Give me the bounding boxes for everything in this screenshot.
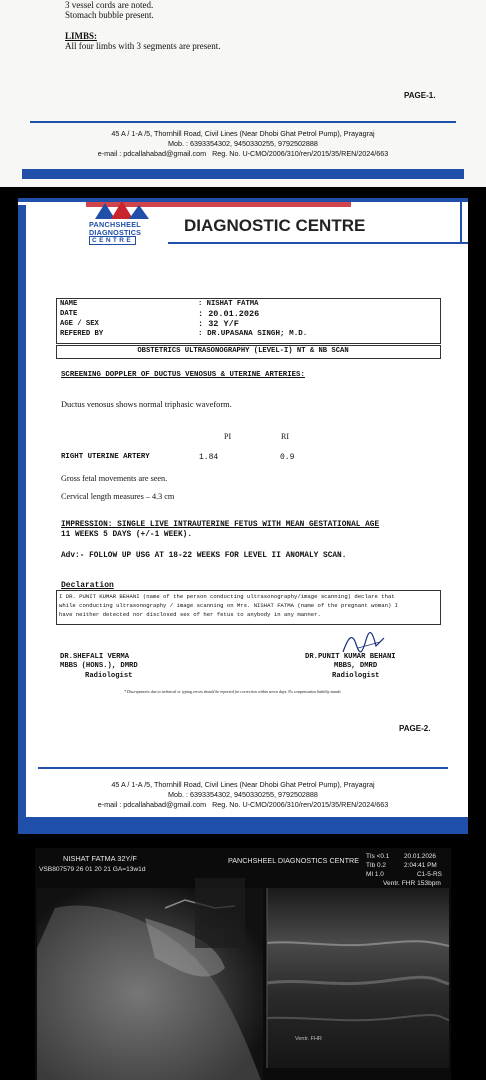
footer-mobile-2: Mob. : 6393354302, 9450330255, 9792502888 (168, 790, 318, 799)
doctor-2-name: DR.PUNIT KUMAR BEHANI (305, 653, 396, 661)
footer-address: 45 A / 1-A /5, Thornhill Road, Civil Lines (Near Dhobi Ghat Petrol Pump), Prayagraj (111, 129, 375, 138)
pi-value: 1.84 (199, 453, 219, 462)
logo-emblem (91, 201, 153, 221)
right-uterine-artery-label: RIGHT UTERINE ARTERY (61, 453, 150, 461)
footer-reg-2: Reg. No. U-CMO/2006/310/ren/2015/35/REN/2024/663 (212, 800, 389, 809)
logo-text-centre: CENTRE (89, 236, 136, 245)
doctor-2-degree: MBBS, DMRD (334, 662, 378, 670)
declaration-heading: Declaration (61, 581, 114, 590)
footer-reg: Reg. No. U-CMO/2006/310/ren/2015/35/REN/2024/663 (212, 149, 389, 158)
scan-fhr: Ventr. FHR 153bpm (383, 880, 441, 887)
vessel-cords-text: 3 vessel cords are noted. (65, 0, 154, 10)
advice-text: Adv:- FOLLOW UP USG AT 18-22 WEEKS FOR LEVEL II ANOMALY SCAN. (61, 552, 347, 560)
footer-email: e-mail : pdcallahabad@gmail.com (97, 149, 207, 158)
scan-tib: TIb 0.2 (366, 862, 386, 869)
footer-divider-2 (38, 767, 448, 769)
scan-probe: C1-5-RS (417, 871, 442, 878)
impression-text-1: IMPRESSION: SINGLE LIVE INTRAUTERINE FETUS WITH MEAN GESTATIONAL AGE (61, 521, 380, 529)
ductus-venosus-text: Ductus venosus shows normal triphasic waveform. (61, 400, 232, 409)
gross-movements-text: Gross fetal movements are seen. (61, 474, 168, 483)
ultrasound-image (35, 848, 451, 1080)
left-blue-edge (18, 205, 26, 834)
scan-patient-name: NISHAT FATMA 32Y/F (63, 854, 137, 863)
header-right-edge (460, 202, 462, 244)
footer-divider (30, 121, 456, 123)
footer-email-2: e-mail : pdcallahabad@gmail.com (97, 800, 207, 809)
scan-tis: TIs <0.1 (366, 853, 390, 860)
date-label: DATE (60, 310, 78, 318)
ri-header: RI (281, 432, 289, 441)
header-underline (168, 242, 468, 244)
age-sex-label: AGE / SEX (60, 320, 99, 328)
scan-id-line: VSB807579 26 01 20 21 GA=13w1d (39, 866, 146, 873)
footer-blue-bar-2 (18, 817, 468, 834)
scan-centre-name: PANCHSHEEL DIAGNOSTICS CENTRE (228, 856, 359, 865)
impression-line-1 (61, 521, 379, 529)
name-value: : NISHAT FATMA (198, 300, 259, 308)
page-number-2: PAGE-2. (399, 724, 431, 733)
scan-mi: MI 1.0 (366, 871, 384, 878)
footer-address-2: 45 A / 1-A /5, Thornhill Road, Civil Lines (Near Dhobi Ghat Petrol Pump), Prayagraj (111, 780, 375, 789)
centre-name: DIAGNOSTIC CENTRE (184, 216, 366, 235)
ri-value: 0.9 (280, 453, 295, 462)
impression-line-2: 11 WEEKS 5 DAYS (+/-1 WEEK). (61, 531, 193, 539)
footer-blue-bar (22, 169, 464, 179)
refered-by-label: REFERED BY (60, 330, 104, 338)
limbs-heading: LIMBS: (65, 31, 98, 41)
scan-title: OBSTETRICS ULTRASONOGRAPHY (LEVEL-I) NT & NB SCAN (137, 347, 349, 355)
page-number-1: PAGE-1. (404, 91, 436, 100)
footer-mobile: Mob. : 6393354302, 9450330255, 9792502888 (168, 139, 318, 148)
scan-time: 2:04:41 PM (404, 862, 437, 869)
doctor-1-title: Radiologist (85, 672, 133, 680)
declaration-line-2: while conducting ultrasonography / image scanning on Mrs. NISHAT FATMA (name of the pregnant woman) I (59, 602, 399, 609)
declaration-line-3: have neither detected nor disclosed sex of her fetus to anybody in any manner. (59, 611, 321, 618)
footer-email-reg (0, 149, 486, 159)
doctor-2-title: Radiologist (332, 672, 380, 680)
age-sex-value: : 32 Y/F (198, 319, 239, 329)
name-label: NAME (60, 300, 78, 308)
footer-email-reg-2 (18, 800, 468, 810)
scan-mmode-label: Ventr. FHR (295, 1036, 322, 1042)
declaration-line-1: I DR. PUNIT KUMAR BEHANI (name of the person conducting ultrasonography/image scanning) declare that (59, 593, 395, 600)
refered-by-value: : DR.UPASANA SINGH; M.D. (198, 330, 308, 338)
header-blue-line (18, 198, 468, 202)
disclaimer-text: * Discrepancies due to technical or typing errors should be reported for correction within seven days. No compensation liability stands (124, 689, 341, 694)
doppler-heading: SCREENING DOPPLER OF DUCTUS VENOSUS & UTERINE ARTERIES: (61, 371, 305, 379)
logo-text-panchsheel: PANCHSHEEL (89, 220, 141, 229)
stomach-bubble-text: Stomach bubble present. (65, 10, 154, 20)
doctor-1-name: DR.SHEFALI VERMA (60, 653, 130, 661)
date-value: : 20.01.2026 (198, 309, 260, 319)
cervical-length-text: Cervical length measures – 4.3 cm (61, 492, 175, 501)
scan-date: 20.01.2026 (404, 853, 436, 860)
limbs-text: All four limbs with 3 segments are present. (65, 41, 221, 51)
report-page-1 (0, 0, 486, 187)
doctor-1-degree: MBBS (HONS.), DMRD (60, 662, 138, 670)
pi-header: PI (224, 432, 232, 441)
report-page-2 (18, 198, 468, 834)
logo-text-diagnostics: DIAGNOSTICS (89, 228, 142, 237)
